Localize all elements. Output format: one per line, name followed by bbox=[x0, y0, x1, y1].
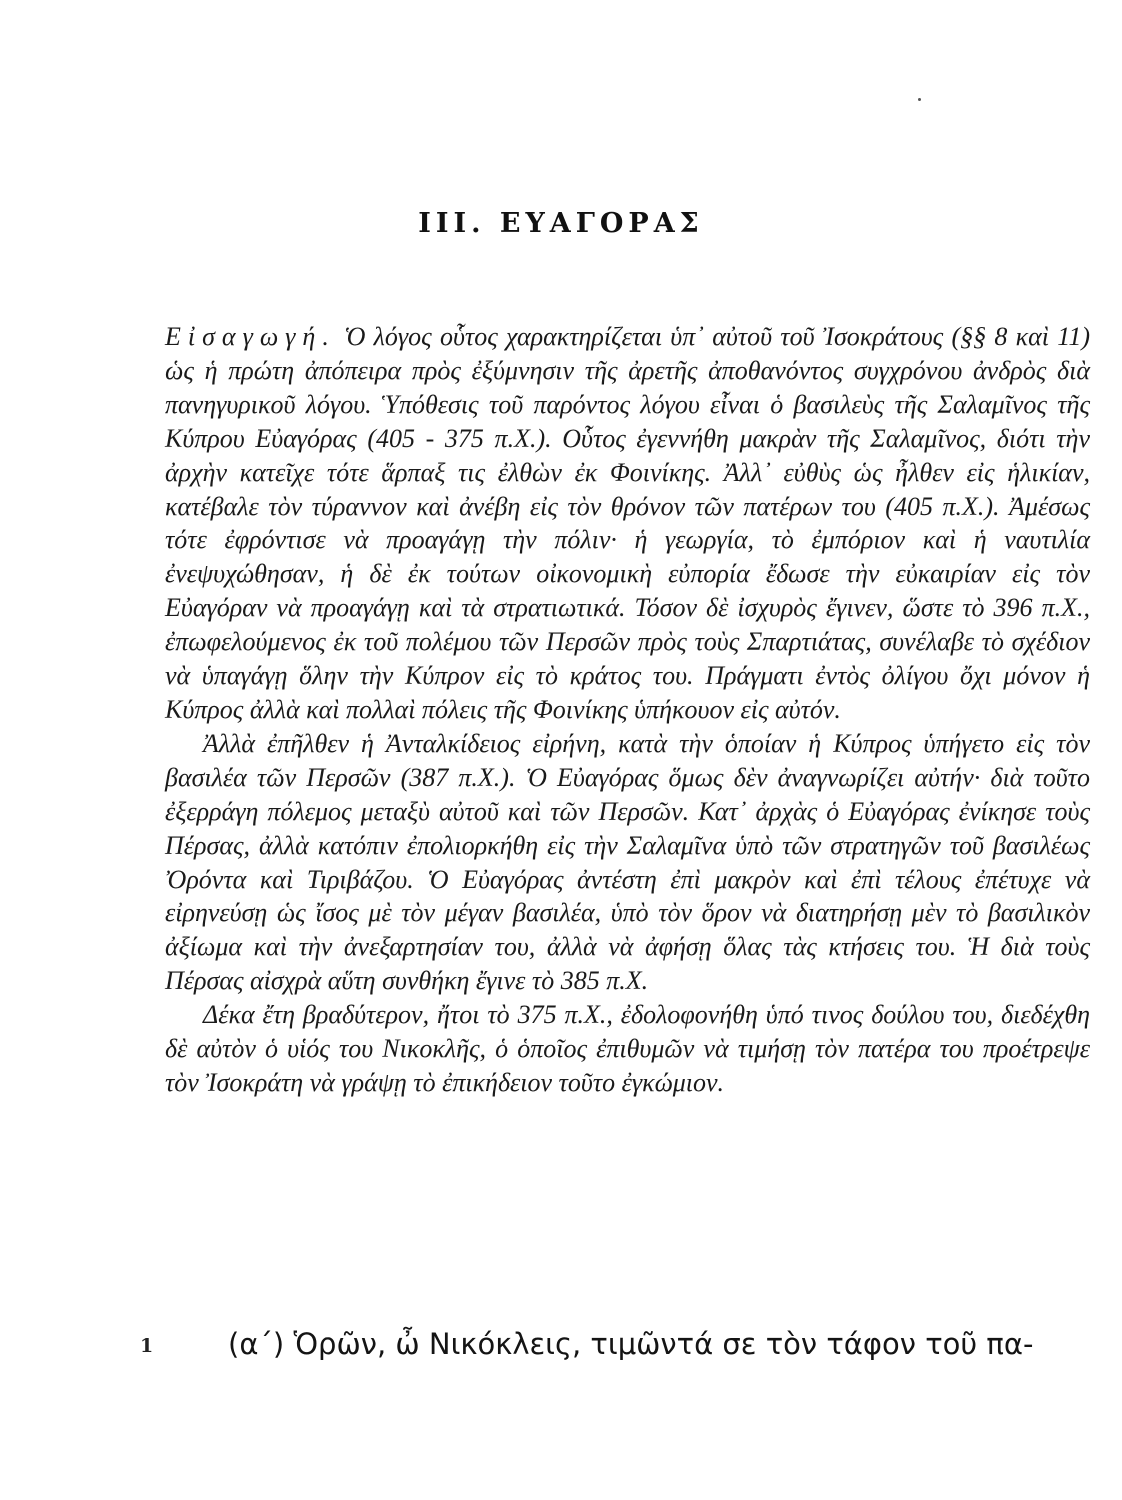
intro-paragraph-3: Δέκα ἔτη βραδύτερον, ἤτοι τὸ 375 π.Χ., ἐδολοφονήθη ὑπό τινος δούλου του, διεδέχθη δὲ αὐτὸν ὁ υἱός του Νικοκλῆς, ὁ ὁποῖος ἐπιθυμῶν νὰ τιμήσῃ τὸν πατέρα του προέτρεψε τὸν Ἰσοκράτη νὰ γράψῃ τὸ ἐπικήδειον τοῦτο ἐγκώμιον. bbox=[165, 1000, 1090, 1097]
intro-paragraph-1-text: Ὁ λόγος οὗτος χαρακτηρίζεται ὑπ᾽ αὐτοῦ τοῦ Ἰσοκράτους (§§ 8 καὶ 11) ὡς ἡ πρώτη ἀπόπειρα πρὸς ἐξύμνησιν τῆς ἀρετῆς ἀποθανόντος συγχρόνου ἀνδρὸς διὰ πανηγυρικοῦ λόγου. Ὑπόθεσις τοῦ παρόντος λόγου εἶναι ὁ βασιλεὺς τῆς Σαλαμῖνος τῆς Κύπρου Εὐαγόρας (405 - 375 π.Χ.). Οὗτος ἐγεννήθη μακρὰν τῆς Σαλαμῖνος, διότι τὴν ἀρχὴν κατεῖχε τότε ἅρπαξ τις ἐλθὼν ἐκ Φοινίκης. Ἀλλ᾽ εὐθὺς ὡς ἦλθεν εἰς ἡλικίαν, κατέβαλε τὸν τύραννον καὶ ἀνέβη εἰς τὸν θρόνον τῶν πατέρων του (405 π.Χ.). Ἀμέσως τότε ἐφρόντισε νὰ προαγάγῃ τὴν πόλιν· ἡ γεωργία, τὸ ἐμπόριον καὶ ἡ ναυτιλία ἐνεψυχώθησαν, ἡ δὲ ἐκ τούτων οἰκονομικὴ εὐπορία ἔδωσε τὴν εὐκαιρίαν εἰς τὸν Εὐαγόραν νὰ προαγάγῃ καὶ τὰ στρατιωτικά. Τόσον δὲ ἰσχυρὸς ἔγινεν, ὥστε τὸ 396 π.Χ., ἐπωφελούμενος ἐκ τοῦ πολέμου τῶν Περσῶν πρὸς τοὺς Σπαρτιάτας, συνέλαβε τὸ σχέδιον νὰ ὑπαγάγῃ ὅλην τὴν Κύπρον εἰς τὸ κράτος του. Πράγματι ἐντὸς ὀλίγου ὄχι μόνον ἡ Κύπρος ἀλλὰ καὶ πολλαὶ πόλεις τῆς Φοινίκης ὑπήκουον εἰς αὐτόν. bbox=[165, 322, 1090, 724]
page-title: III. ΕΥΑΓΟΡΑΣ bbox=[418, 208, 704, 239]
paper-speck bbox=[918, 98, 921, 101]
introduction bbox=[165, 320, 1090, 1100]
text-opening-line: (α΄) Ὁρῶν, ὦ Νικόκλεις, τιμῶντά σε τὸν τάφον τοῦ πα- bbox=[228, 1327, 1034, 1361]
intro-paragraph-1 bbox=[165, 320, 1090, 727]
line-number: 1 bbox=[140, 1335, 154, 1357]
bleed-through-text bbox=[150, 85, 1040, 313]
intro-label: Εἰσαγωγή. bbox=[165, 322, 336, 351]
intro-paragraph-2: Ἀλλὰ ἐπῆλθεν ἡ Ἀνταλκίδειος εἰρήνη, κατὰ τὴν ὁποίαν ἡ Κύπρος ὑπήγετο εἰς τὸν βασιλέα τῶν Περσῶν (387 π.Χ.). Ὁ Εὐαγόρας ὅμως δὲν ἀναγνωρίζει αὐτήν· διὰ τοῦτο ἐξερράγη πόλεμος μεταξὺ αὐτοῦ καὶ τῶν Περσῶν. Κατ᾽ ἀρχὰς ὁ Εὐαγόρας ἐνίκησε τοὺς Πέρσας, ἀλλὰ κατόπιν ἐπολιορκήθη εἰς τὴν Σαλαμῖνα ὑπὸ τῶν στρατηγῶν τοῦ βασιλέως Ὀρόντα καὶ Τιριβάζου. Ὁ Εὐαγόρας ἀντέστη ἐπὶ μακρὸν καὶ ἐπὶ τέλους ἐπέτυχε νὰ εἰρηνεύσῃ ὡς ἴσος μὲ τὸν μέγαν βασιλέα, ὑπὸ τὸν ὅρον νὰ διατηρήσῃ μὲν τὸ βασιλικὸν ἀξίωμα καὶ τὴν ἀνεξαρτησίαν του, ἀλλὰ νὰ ἀφήσῃ ὅλας τὰς κτήσεις του. Ἡ διὰ τοὺς Πέρσας αἰσχρὰ αὕτη συνθήκη ἔγινε τὸ 385 π.Χ. bbox=[165, 728, 1090, 996]
